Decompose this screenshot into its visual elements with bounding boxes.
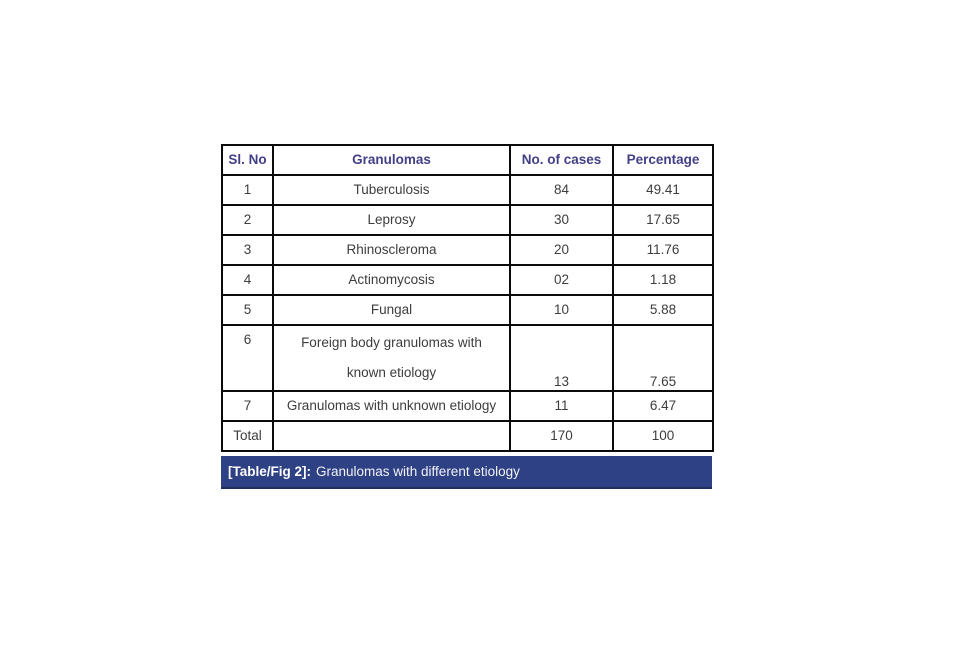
caption-text: Granulomas with different etiology	[316, 464, 520, 479]
table-row	[222, 325, 713, 391]
cell-sl-no: 2	[222, 205, 273, 235]
header-row	[222, 145, 713, 175]
cell-percentage: 5.88	[613, 295, 713, 325]
cell-granuloma: Granulomas with unknown etiology	[273, 391, 510, 421]
column-header-granulomas: Granulomas	[273, 145, 510, 175]
total-row	[222, 421, 713, 451]
cell-granuloma-empty	[273, 421, 510, 451]
cell-sl-no: 5	[222, 295, 273, 325]
caption-prefix: [Table/Fig 2]:	[228, 464, 311, 479]
column-header-sl-no: Sl. No	[222, 145, 273, 175]
granulomas-table	[221, 144, 714, 452]
cell-sl-no: 3	[222, 235, 273, 265]
cell-granuloma-line1: Foreign body granulomas with	[301, 335, 482, 350]
cell-granuloma: Tuberculosis	[273, 175, 510, 205]
table-row	[222, 265, 713, 295]
cell-sl-no: 7	[222, 391, 273, 421]
column-header-no-of-cases: No. of cases	[510, 145, 613, 175]
cell-percentage: 1.18	[613, 265, 713, 295]
cell-percentage: 11.76	[613, 235, 713, 265]
cell-cases: 10	[510, 295, 613, 325]
cell-sl-no: 6	[222, 325, 273, 391]
cell-percentage: 17.65	[613, 205, 713, 235]
total-cases: 170	[510, 421, 613, 451]
total-percentage: 100	[613, 421, 713, 451]
cell-cases: 30	[510, 205, 613, 235]
cell-percentage: 6.47	[613, 391, 713, 421]
cell-granuloma: Actinomycosis	[273, 265, 510, 295]
cell-cases: 84	[510, 175, 613, 205]
cell-cases: 13	[510, 325, 613, 391]
table-row	[222, 295, 713, 325]
cell-granuloma-line2: known etiology	[346, 365, 437, 380]
table-row	[222, 175, 713, 205]
cell-granuloma: Rhinoscleroma	[273, 235, 510, 265]
cell-cases: 02	[510, 265, 613, 295]
cell-cases: 20	[510, 235, 613, 265]
cell-percentage: 7.65	[613, 325, 713, 391]
cell-cases: 11	[510, 391, 613, 421]
figure-caption-bar	[221, 456, 712, 489]
cell-sl-no: 1	[222, 175, 273, 205]
table-row	[222, 235, 713, 265]
total-label: Total	[222, 421, 273, 451]
column-header-percentage: Percentage	[613, 145, 713, 175]
cell-granuloma: Leprosy	[273, 205, 510, 235]
table-row	[222, 391, 713, 421]
cell-granuloma: Fungal	[273, 295, 510, 325]
table-row	[222, 205, 713, 235]
cell-granuloma	[273, 325, 510, 391]
table-figure	[221, 144, 712, 489]
cell-percentage: 49.41	[613, 175, 713, 205]
cell-sl-no: 4	[222, 265, 273, 295]
